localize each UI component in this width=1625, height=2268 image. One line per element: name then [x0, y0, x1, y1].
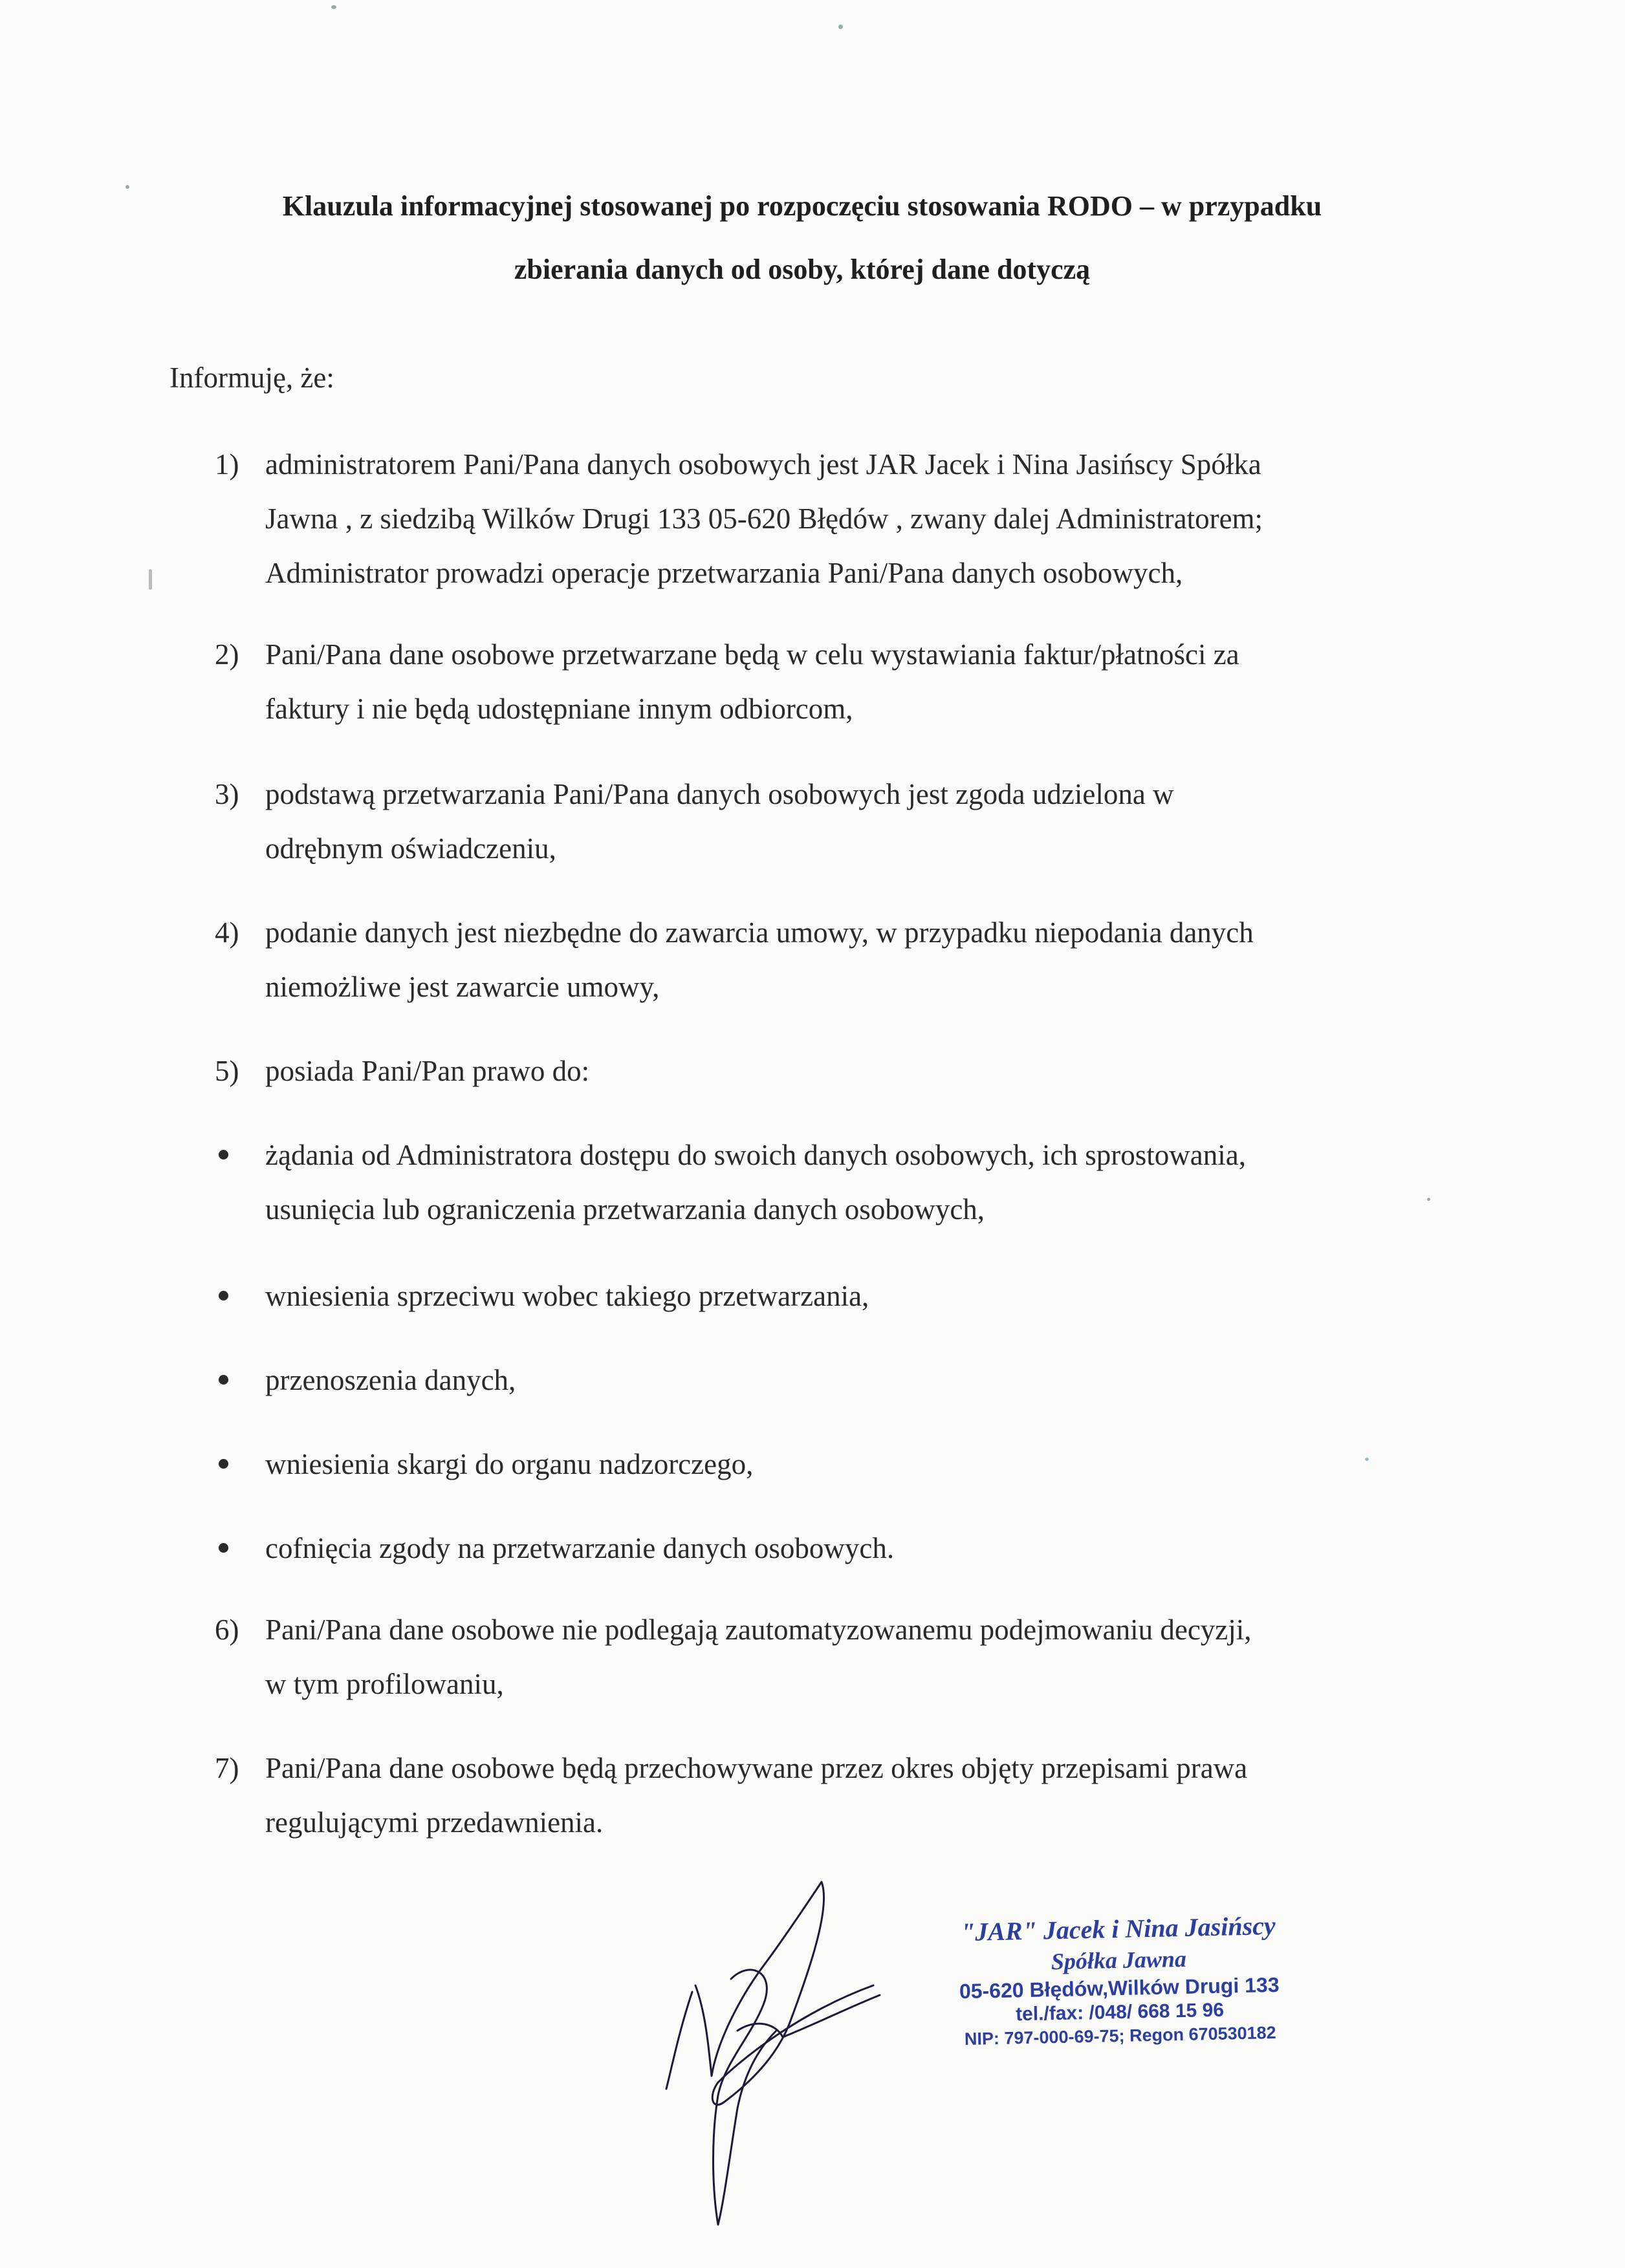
scan-speck: [149, 569, 152, 590]
bullet-dot: [219, 1543, 228, 1553]
item-number: 1): [215, 448, 239, 481]
bullet-line: usunięcia lub ograniczenia przetwarzania danych osobowych,: [265, 1193, 985, 1226]
bullet-line: żądania od Administratora dostępu do swoich danych osobowych, ich sprostowania,: [265, 1139, 1246, 1171]
item-line: niemożliwe jest zawarcie umowy,: [265, 971, 660, 1003]
bullet-text: [265, 1521, 1365, 1575]
scan-speck: [1427, 1198, 1430, 1201]
item-line: odrębnym oświadczeniu,: [265, 832, 556, 865]
item-line: podanie danych jest niezbędne do zawarcia umowy, w przypadku niepodania danych: [265, 916, 1254, 949]
scan-speck: [838, 25, 843, 29]
item-text: [265, 437, 1365, 600]
stamp-nip-regon: NIP: 797-000-69-75; Regon 670530182: [964, 2022, 1276, 2049]
bullet-line: wniesienia skargi do organu nadzorczego,: [265, 1448, 754, 1480]
bullet-dot: [219, 1375, 228, 1385]
title-line-1: Klauzula informacyjnej stosowanej po rozpoczęciu stosowania RODO – w przypadku: [282, 190, 1322, 222]
bullet-line: przenoszenia danych,: [265, 1364, 516, 1396]
bullet-text: [265, 1269, 1365, 1323]
item-text: [265, 1044, 1365, 1098]
company-stamp: [898, 1908, 1340, 2052]
bullet-dot: [219, 1291, 228, 1301]
stamp-company-name: "JAR" Jacek i Nina Jasińscy: [960, 1910, 1276, 1947]
item-line: faktury i nie będą udostępniane innym odbiorcom,: [265, 693, 853, 725]
scan-speck: [1365, 1458, 1369, 1461]
item-number: 3): [215, 778, 239, 810]
item-line: administratorem Pani/Pana danych osobowych jest JAR Jacek i Nina Jasińscy Spółka: [265, 448, 1261, 481]
item-text: [265, 905, 1365, 1014]
bullet-dot: [219, 1150, 228, 1160]
bullet-text: [265, 1437, 1365, 1491]
stamp-company-form: Spółka Jawna: [1051, 1945, 1187, 1975]
intro-text: Informuję, że:: [169, 362, 334, 394]
item-number: 6): [215, 1614, 239, 1646]
item-number: 7): [215, 1752, 239, 1784]
signature-image: [647, 1863, 919, 2238]
title-line-2: zbierania danych od osoby, której dane dotyczą: [514, 254, 1091, 285]
document-title: [155, 175, 1449, 301]
item-line: podstawą przetwarzania Pani/Pana danych osobowych jest zgoda udzielona w: [265, 778, 1174, 810]
item-line: Pani/Pana dane osobowe będą przechowywane przez okres objęty przepisami prawa: [265, 1752, 1248, 1784]
item-line: Administrator prowadzi operacje przetwarzania Pani/Pana danych osobowych,: [265, 557, 1183, 589]
item-text: [265, 627, 1365, 736]
item-line: Jawna , z siedzibą Wilków Drugi 133 05-620 Błędów , zwany dalej Administratorem;: [265, 502, 1263, 535]
item-text: [265, 1741, 1365, 1850]
item-text: [265, 1603, 1365, 1711]
bullet-text: [265, 1128, 1365, 1237]
item-text: [265, 767, 1365, 876]
item-number: 4): [215, 916, 239, 949]
item-line: w tym profilowaniu,: [265, 1668, 504, 1700]
stamp-address: 05-620 Błędów,Wilków Drugi 133: [959, 1972, 1280, 2003]
bullet-text: [265, 1353, 1365, 1407]
item-line: Pani/Pana dane osobowe przetwarzane będą w celu wystawiania faktur/płatności za: [265, 638, 1239, 671]
bullet-dot: [219, 1459, 228, 1469]
scan-speck: [331, 5, 336, 9]
item-line: posiada Pani/Pan prawo do:: [265, 1055, 590, 1087]
scan-speck: [125, 185, 129, 189]
item-line: Pani/Pana dane osobowe nie podlegają zautomatyzowanemu podejmowaniu decyzji,: [265, 1614, 1252, 1646]
bullet-line: cofnięcia zgody na przetwarzanie danych osobowych.: [265, 1532, 895, 1564]
item-line: regulującymi przedawnienia.: [265, 1806, 604, 1839]
item-number: 2): [215, 638, 239, 671]
bullet-line: wniesienia sprzeciwu wobec takiego przetwarzania,: [265, 1280, 869, 1312]
stamp-phone: tel./fax: /048/ 668 15 96: [1015, 1999, 1225, 2025]
item-number: 5): [215, 1055, 239, 1087]
